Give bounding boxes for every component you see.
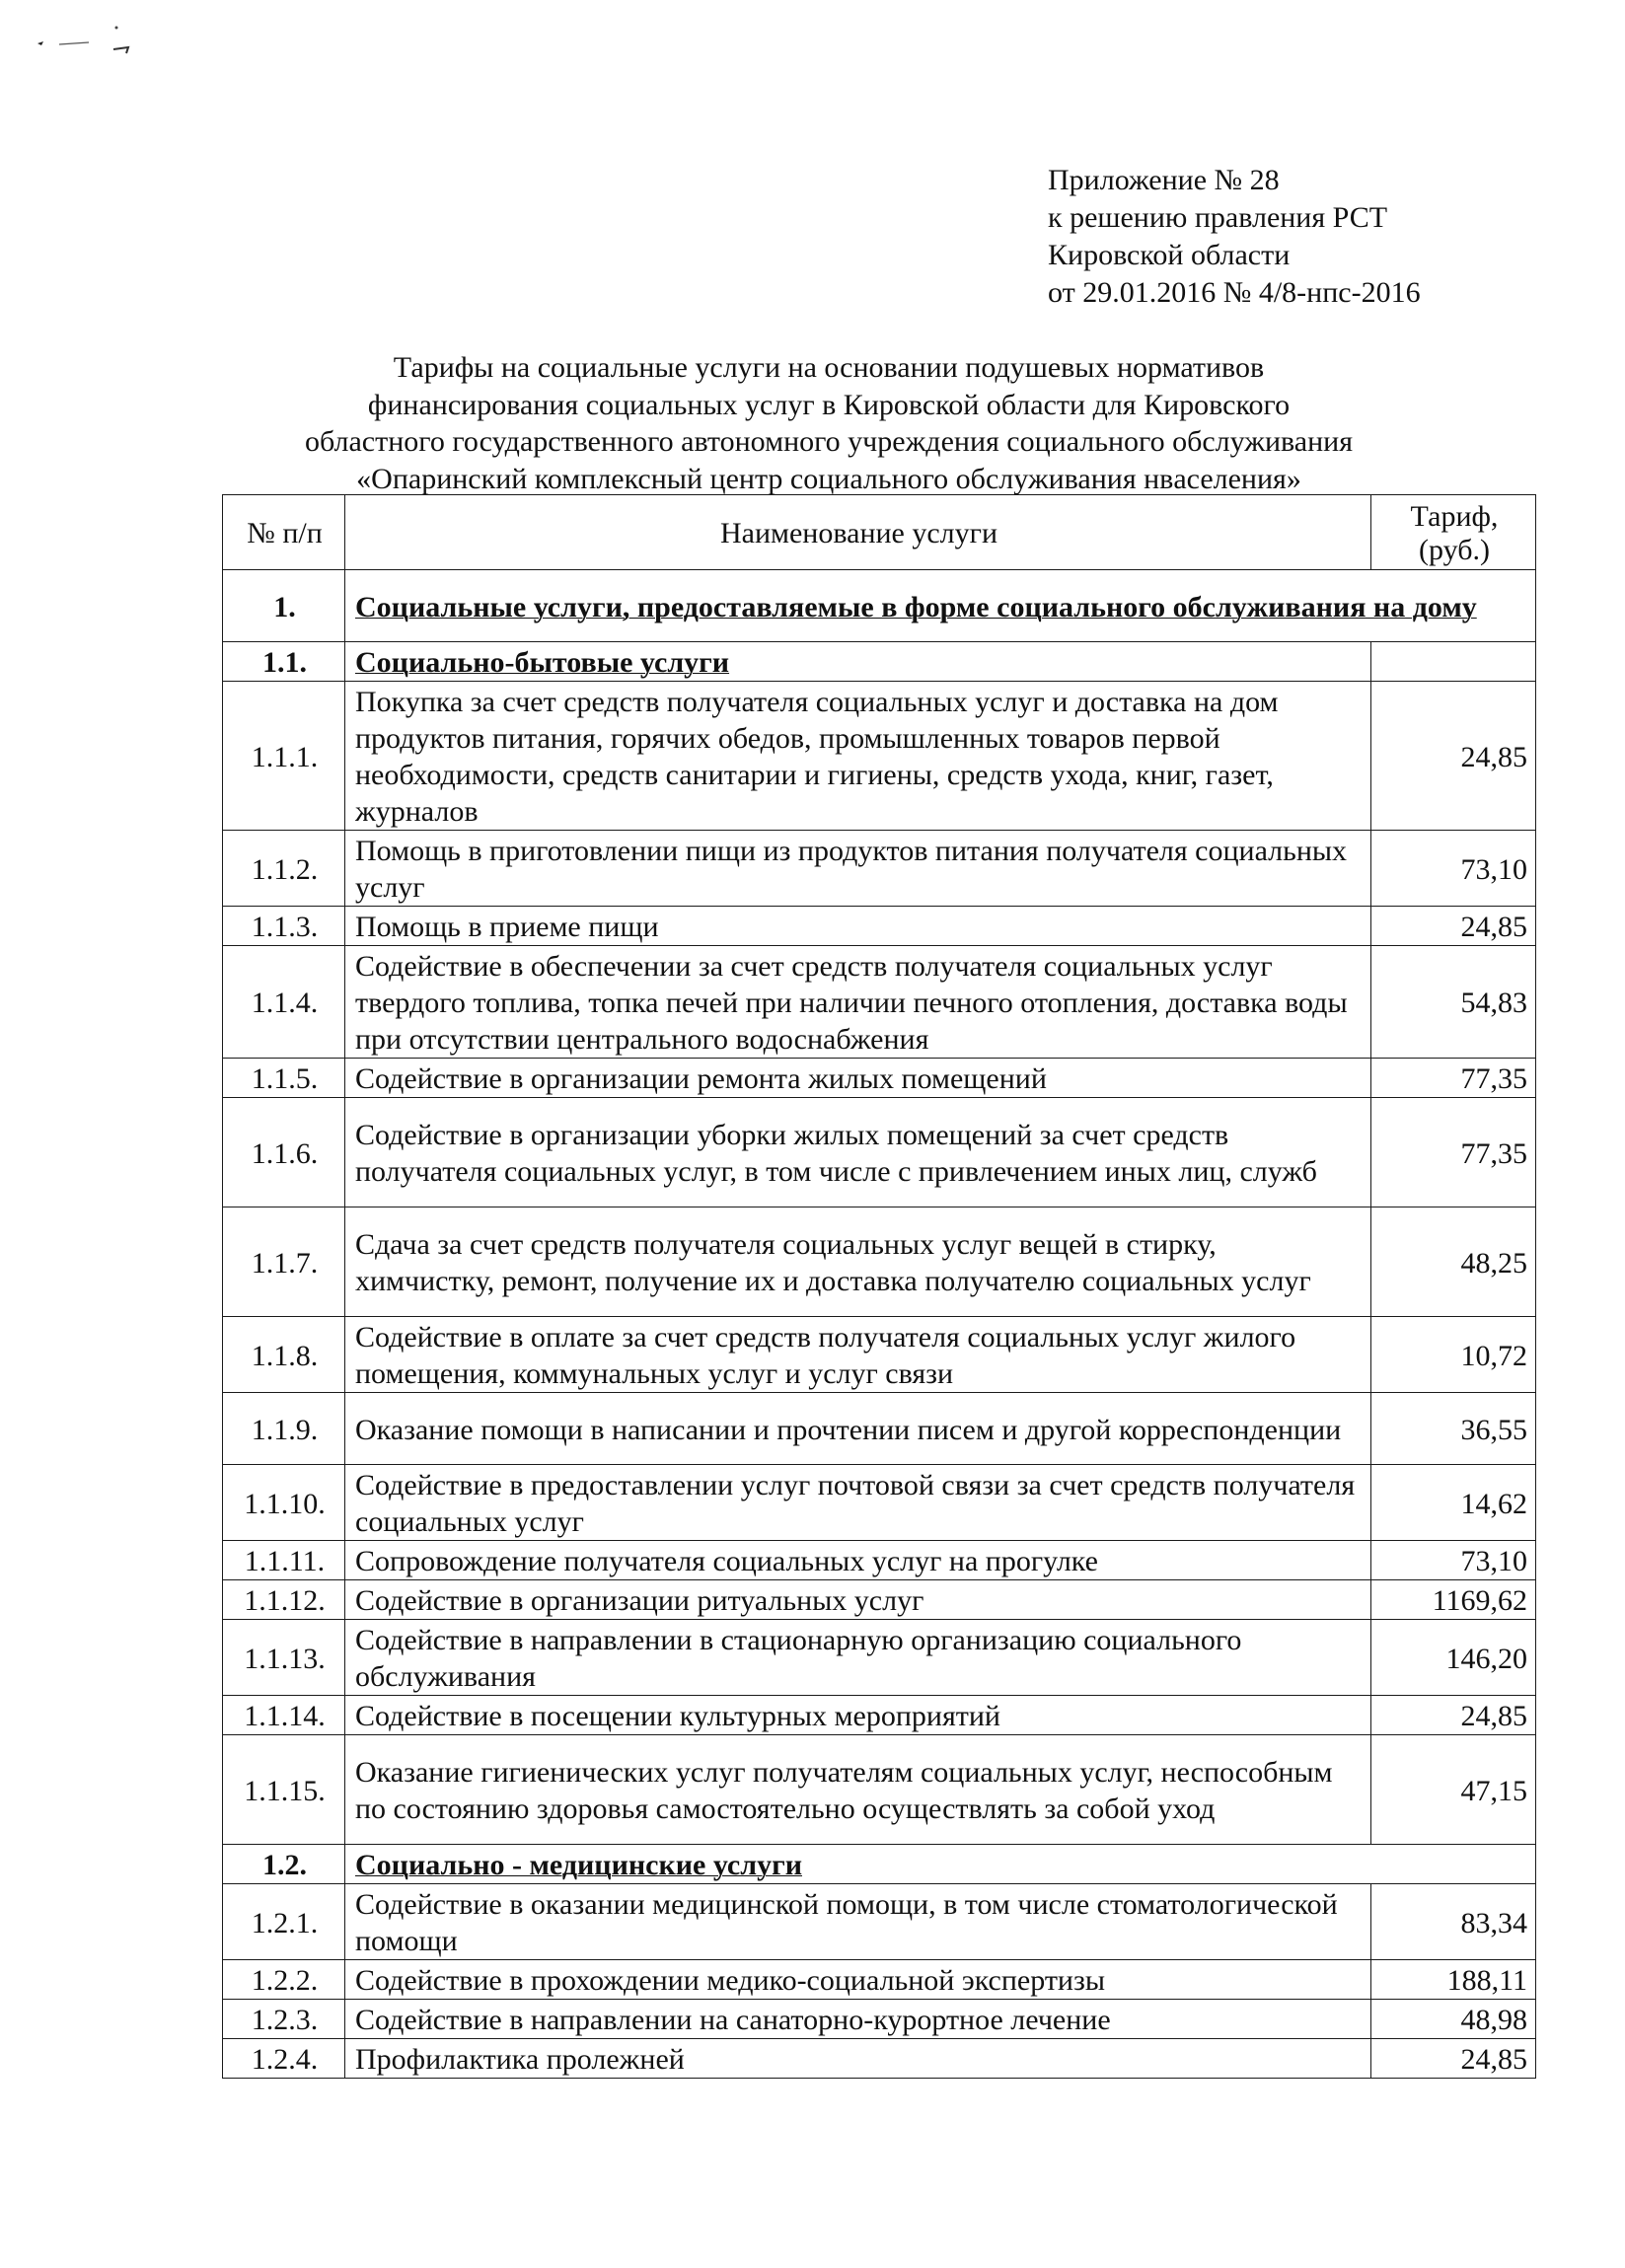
row-service-name: Помощь в приготовлении пищи из продуктов питания получателя социальных услуг <box>345 831 1371 907</box>
table-row <box>223 1098 1536 1207</box>
row-num: 1.1.13. <box>223 1620 345 1696</box>
section-row-1 <box>223 570 1536 642</box>
row-tariff: 77,35 <box>1371 1059 1536 1098</box>
row-tariff: 14,62 <box>1371 1465 1536 1541</box>
row-num: 1.1.9. <box>223 1393 345 1465</box>
row-num: 1.1.11. <box>223 1541 345 1580</box>
row-tariff: 73,10 <box>1371 831 1536 907</box>
row-service-name: Содействие в посещении культурных мероприятий <box>345 1696 1371 1735</box>
row-tariff: 24,85 <box>1371 907 1536 946</box>
table-row <box>223 1317 1536 1393</box>
row-service-name: Содействие в оказании медицинской помощи, в том числе стоматологической помощи <box>345 1884 1371 1960</box>
appendix-decision: к решению правления РСТ <box>1048 201 1388 234</box>
table-row <box>223 1393 1536 1465</box>
row-tariff: 146,20 <box>1371 1620 1536 1696</box>
row-tariff: 1169,62 <box>1371 1580 1536 1620</box>
title-line: финансирования социальных услуг в Кировской области для Кировского <box>367 388 1291 421</box>
row-service-name: Покупка за счет средств получателя социальных услуг и доставка на дом продуктов питания, горячих обедов, промышленных товаров первой необходимости, средств санитарии и гигиены, средств ухода, книг, газет, журналов <box>345 682 1371 831</box>
row-service-name: Содействие в оплате за счет средств получателя социальных услуг жилого помещения, коммунальных услуг и услуг связи <box>345 1317 1371 1393</box>
row-service-name: Содействие в прохождении медико-социальной экспертизы <box>345 1960 1371 2000</box>
row-tariff: 36,55 <box>1371 1393 1536 1465</box>
title-line: Тарифы на социальные услуги на основании подушевых нормативов <box>393 351 1265 384</box>
header-price: Тариф, (руб.) <box>1371 495 1536 570</box>
row-num: 1.1.10. <box>223 1465 345 1541</box>
row-num: 1.2.4. <box>223 2039 345 2079</box>
row-tariff: 10,72 <box>1371 1317 1536 1393</box>
row-service-name: Содействие в организации уборки жилых помещений за счет средств получателя социальных услуг, в том числе с привлечением иных лиц, служб <box>345 1098 1371 1207</box>
row-service-name: Помощь в приеме пищи <box>345 907 1371 946</box>
table-row <box>223 1884 1536 1960</box>
row-tariff: 48,98 <box>1371 2000 1536 2039</box>
row-num: 1.1.5. <box>223 1059 345 1098</box>
row-num: 1.1.6. <box>223 1098 345 1207</box>
section-name <box>345 642 1371 682</box>
row-service-name: Содействие в организации ремонта жилых помещений <box>345 1059 1371 1098</box>
row-service-name: Сопровождение получателя социальных услуг на прогулке <box>345 1541 1371 1580</box>
section-num: 1.2. <box>223 1845 345 1884</box>
table-row <box>223 1580 1536 1620</box>
appendix-number: Приложение № 28 <box>1048 164 1280 196</box>
section-name-text: Социально-бытовые услуги <box>355 646 730 679</box>
table-row <box>223 831 1536 907</box>
row-tariff: 188,11 <box>1371 1960 1536 2000</box>
row-num: 1.1.1. <box>223 682 345 831</box>
row-num: 1.1.2. <box>223 831 345 907</box>
row-service-name: Оказание помощи в написании и прочтении писем и другой корреспонденции <box>345 1393 1371 1465</box>
appendix-date: от 29.01.2016 № 4/8-нпс-2016 <box>1048 276 1421 309</box>
title-line: областного государственного автономного учреждения социального обслуживания <box>305 425 1353 458</box>
row-tariff: 48,25 <box>1371 1207 1536 1317</box>
document-title <box>207 349 1450 497</box>
row-tariff: 24,85 <box>1371 682 1536 831</box>
row-tariff: 73,10 <box>1371 1541 1536 1580</box>
row-service-name: Оказание гигиенических услуг получателям социальных услуг, неспособным по состоянию здоровья самостоятельно осуществлять за собой уход <box>345 1735 1371 1845</box>
section-name <box>345 570 1536 642</box>
scan-artifact-mark <box>30 18 138 57</box>
row-service-name: Сдача за счет средств получателя социальных услуг вещей в стирку, химчистку, ремонт, получение их и доставка получателю социальных услуг <box>345 1207 1371 1317</box>
header-name: Наименование услуги <box>345 495 1371 570</box>
row-service-name: Содействие в обеспечении за счет средств получателя социальных услуг твердого топлива, топка печей при наличии печного отопления, доставка воды при отсутствии центрального водоснабжения <box>345 946 1371 1059</box>
section-price <box>1371 642 1536 682</box>
table-row <box>223 946 1536 1059</box>
table-row <box>223 2039 1536 2079</box>
row-num: 1.1.15. <box>223 1735 345 1845</box>
table-header-row <box>223 495 1536 570</box>
section-name-text: Социально - медицинские услуги <box>355 1849 802 1881</box>
row-num: 1.1.12. <box>223 1580 345 1620</box>
row-service-name: Содействие в направлении в стационарную организацию социального обслуживания <box>345 1620 1371 1696</box>
row-num: 1.2.2. <box>223 1960 345 2000</box>
section-name-text: Социальные услуги, предоставляемые в форме социального обслуживания на дому <box>355 590 1477 623</box>
row-tariff: 83,34 <box>1371 1884 1536 1960</box>
row-tariff: 24,85 <box>1371 2039 1536 2079</box>
row-service-name: Содействие в организации ритуальных услуг <box>345 1580 1371 1620</box>
row-num: 1.2.1. <box>223 1884 345 1960</box>
table-row <box>223 1735 1536 1845</box>
row-num: 1.1.4. <box>223 946 345 1059</box>
table-row <box>223 682 1536 831</box>
row-tariff: 77,35 <box>1371 1098 1536 1207</box>
table-row <box>223 2000 1536 2039</box>
section-name <box>345 1845 1536 1884</box>
title-line: «Опаринский комплексный центр социального обслуживания нвaселения» <box>356 462 1301 495</box>
table-row <box>223 1059 1536 1098</box>
row-num: 1.1.3. <box>223 907 345 946</box>
row-tariff: 24,85 <box>1371 1696 1536 1735</box>
section-row-1-2 <box>223 1845 1536 1884</box>
table-row <box>223 1696 1536 1735</box>
appendix-region: Кировской области <box>1048 239 1291 271</box>
section-row-1-1 <box>223 642 1536 682</box>
row-num: 1.1.7. <box>223 1207 345 1317</box>
table-row <box>223 1620 1536 1696</box>
tariff-table <box>222 494 1536 2079</box>
table-row <box>223 907 1536 946</box>
row-tariff: 47,15 <box>1371 1735 1536 1845</box>
row-tariff: 54,83 <box>1371 946 1536 1059</box>
row-num: 1.1.8. <box>223 1317 345 1393</box>
table-row <box>223 1541 1536 1580</box>
row-num: 1.2.3. <box>223 2000 345 2039</box>
appendix-block <box>1048 162 1421 312</box>
table-row <box>223 1465 1536 1541</box>
table-row <box>223 1960 1536 2000</box>
row-service-name: Содействие в предоставлении услуг почтовой связи за счет средств получателя социальных услуг <box>345 1465 1371 1541</box>
section-num: 1. <box>223 570 345 642</box>
row-service-name: Содействие в направлении на санаторно-курортное лечение <box>345 2000 1371 2039</box>
row-num: 1.1.14. <box>223 1696 345 1735</box>
header-num: № п/п <box>223 495 345 570</box>
row-service-name: Профилактика пролежней <box>345 2039 1371 2079</box>
section-num: 1.1. <box>223 642 345 682</box>
table-row <box>223 1207 1536 1317</box>
